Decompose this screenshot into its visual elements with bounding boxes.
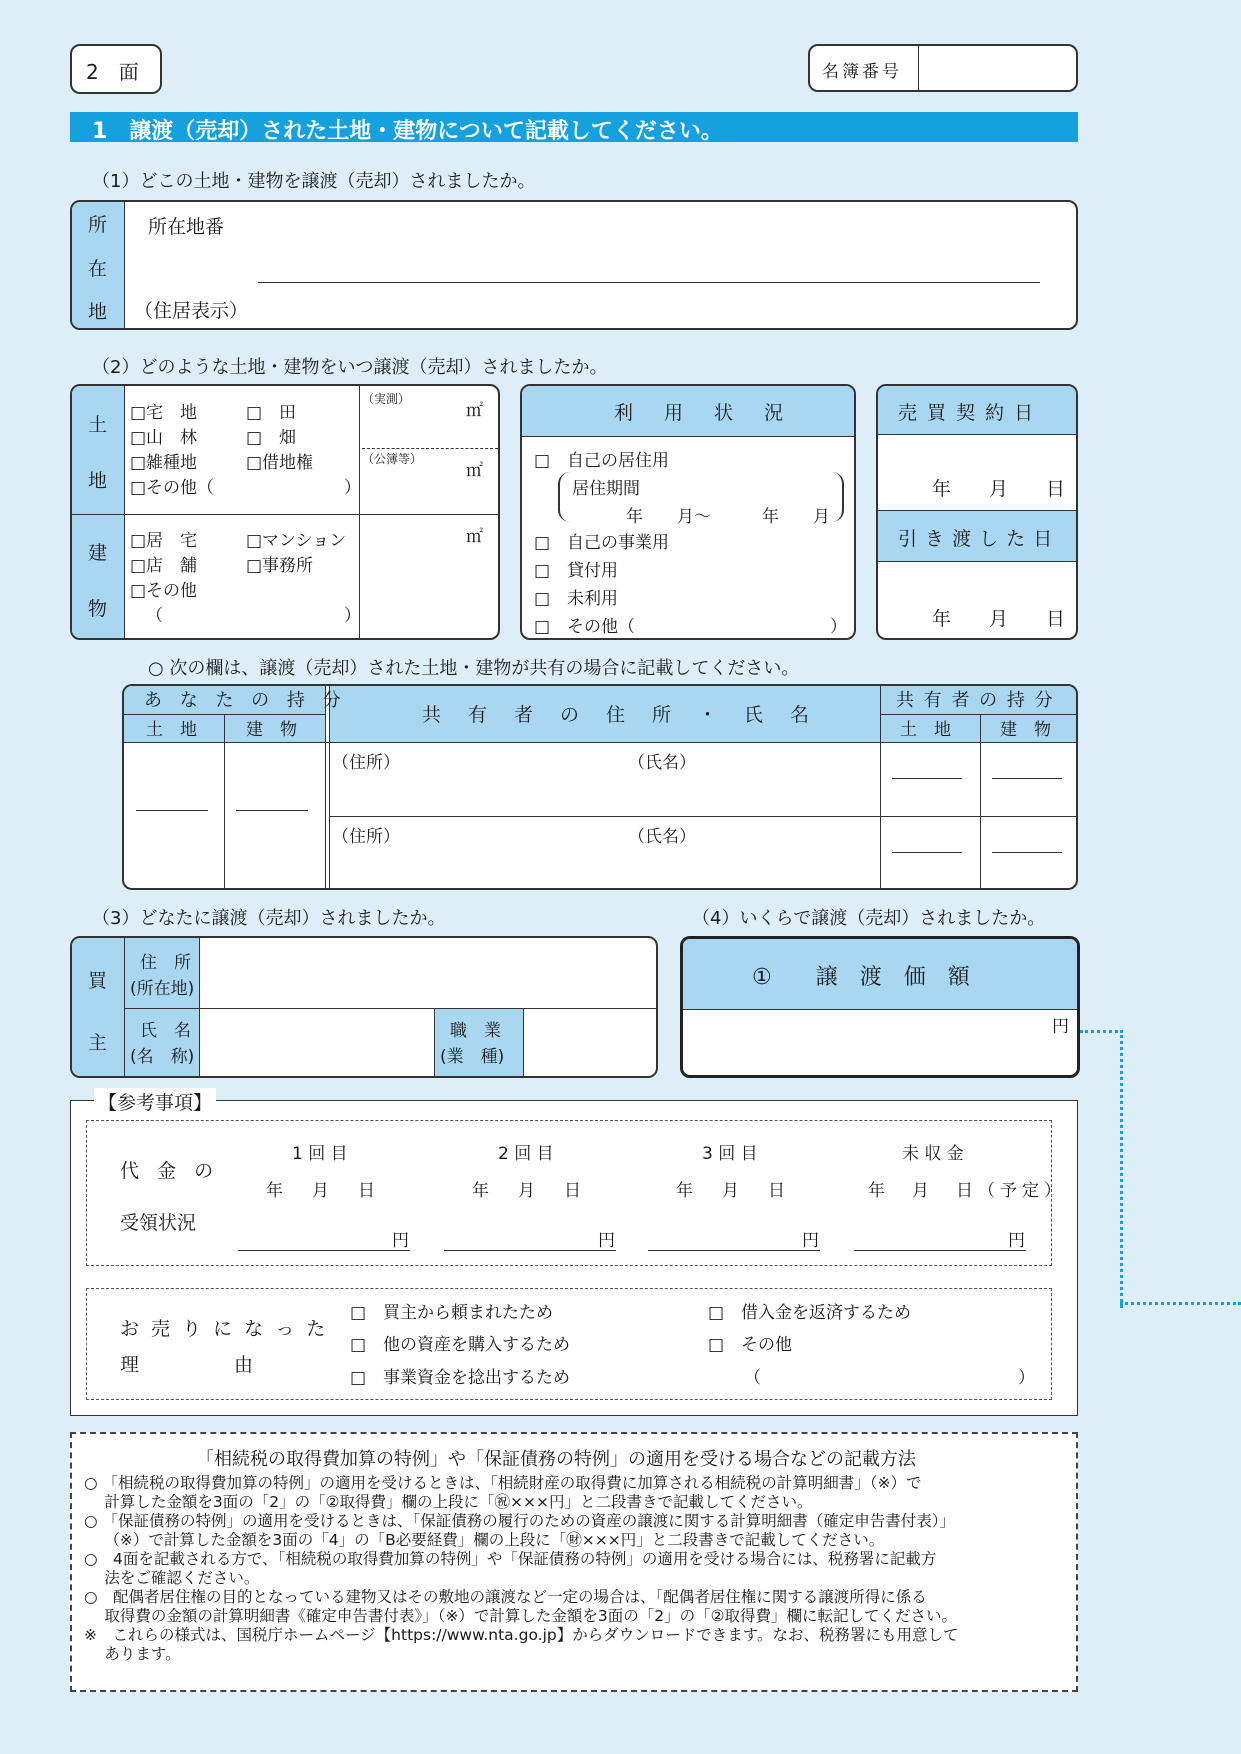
usage-own-business[interactable]: □ 自己の事業用: [534, 533, 670, 553]
reason-other-open: （: [744, 1368, 761, 1388]
price-input[interactable]: [686, 1012, 1066, 1072]
page-label: 2 面: [86, 60, 139, 84]
reason-repay-loan[interactable]: □ 借入金を返済するため: [708, 1303, 912, 1323]
coowner-share-title: 共 有 者 の 持 分: [896, 690, 1055, 711]
buyer-name-label-2: (名 称): [130, 1047, 195, 1067]
pay-yen-2: 円: [598, 1231, 615, 1251]
land-opt-other-close: ）: [344, 478, 361, 498]
q1-question: （1）どこの土地・建物を譲渡（売却）されましたか。: [92, 171, 536, 192]
note-line-2: 計算した金額を3面の「2」の「②取得費」欄の上段に「㊗×××円」と二段書きで記載してください。: [84, 1493, 813, 1511]
note-line-9: ※ これらの様式は、国税庁ホームページ【https://www.nta.go.jp】からダウンロードできます。なお、税務署にも用意して: [84, 1626, 959, 1644]
bld-opt-other-open: （: [146, 606, 163, 626]
pay-date-1[interactable]: 年 月 日: [266, 1181, 381, 1201]
bld-opt-other[interactable]: □その他: [130, 581, 198, 601]
bld-opt-mansion[interactable]: □マンション: [246, 531, 347, 551]
q2-question: （2）どのような土地・建物をいつ譲渡（売却）されましたか。: [92, 357, 608, 378]
land-opt-leasehold[interactable]: □借地権: [246, 453, 314, 473]
price-title: ① 譲 渡 価 額: [752, 965, 970, 990]
reference-title: 【参考事項】: [94, 1088, 216, 1115]
q4-question: （4）いくらで譲渡（売却）されましたか。: [692, 908, 1046, 929]
koubo-label: （公簿等）: [362, 452, 423, 466]
reason-buy-other[interactable]: □ 他の資産を購入するため: [350, 1335, 571, 1355]
location-side-1: 所: [88, 214, 108, 236]
note-line-1: ○ 「相続税の取得費加算の特例」の適用を受けるときは、「相続財産の取得費に加算される相続税の計算明細書」（※）で: [84, 1474, 922, 1492]
coowner1-address-label: （住所）: [332, 753, 400, 773]
pay-amount-4[interactable]: [854, 1228, 1026, 1251]
usage-leased[interactable]: □ 貸付用: [534, 561, 619, 581]
note-line-8: 取得費の金額の計算明細書《確定申告書付表》」（※）で計算した金額を3面の「2」の「②取得費」欄に転記してください。: [84, 1607, 958, 1625]
land-opt-other[interactable]: □その他（: [130, 478, 215, 498]
handover-date-title: 引 き 渡 し た 日: [898, 528, 1054, 550]
land-opt-rice-field[interactable]: □ 田: [246, 403, 297, 423]
coowner2-name-label: （氏名）: [628, 827, 696, 847]
contract-date-value[interactable]: 年 月 日: [932, 478, 1066, 500]
buyer-job-label-2: (業 種): [440, 1047, 505, 1067]
coowner-share-land: 土 地: [900, 720, 951, 740]
residence-period-dates: 年 月～ 年 月: [626, 507, 830, 527]
contract-date-title: 売 買 契 約 日: [898, 402, 1036, 424]
pay-date-3[interactable]: 年 月 日: [676, 1181, 791, 1201]
bld-opt-office[interactable]: □事務所: [246, 556, 314, 576]
pay-date-2[interactable]: 年 月 日: [472, 1181, 587, 1201]
section-title: 1 譲渡（売却）された土地・建物について記載してください。: [92, 119, 723, 144]
pay-col-3: 3 回 目: [702, 1144, 758, 1164]
price-yen: 円: [1052, 1017, 1069, 1037]
payment-label-1: 代 金 の: [120, 1160, 220, 1182]
q3-question: （3）どなたに譲渡（売却）されましたか。: [92, 908, 446, 929]
usage-own-residence[interactable]: □ 自己の居住用: [534, 451, 670, 471]
pay-yen-4: 円: [1008, 1231, 1025, 1251]
coowner2-address-label: （住所）: [332, 827, 400, 847]
land-opt-misc[interactable]: □雑種地: [130, 453, 198, 473]
location-side-2: 在: [88, 258, 108, 280]
notes-title: 「相続税の取得費加算の特例」や「保証債務の特例」の適用を受ける場合などの記載方法: [196, 1449, 916, 1470]
buyer-name-label-1: 氏 名: [140, 1021, 191, 1041]
reason-label-1: お 売 り に な っ た: [120, 1318, 329, 1340]
your-share-land-input[interactable]: [136, 790, 208, 811]
coowner2-share-building[interactable]: [992, 834, 1062, 853]
note-line-4: （※）で計算した金額を3面の「4」の「B必要経費」欄の上段に「㊖×××円」と二段書きで記載してください。: [84, 1531, 885, 1549]
coowner1-share-land[interactable]: [892, 760, 962, 779]
jissoku-unit: ㎡: [466, 401, 483, 421]
usage-other-close: ）: [830, 617, 847, 637]
share-note: ○ 次の欄は、譲渡（売却）された土地・建物が共有の場合に記載してください。: [148, 658, 800, 679]
building-side-1: 建: [88, 542, 108, 564]
your-share-title: あ な た の 持 分: [144, 690, 347, 711]
jissoku-label: （実測）: [362, 392, 411, 406]
register-number-field[interactable]: [920, 46, 1076, 90]
building-side-2: 物: [88, 598, 108, 620]
location-side-3: 地: [88, 301, 108, 323]
note-line-5: ○ 4面を記載される方で、「相続税の取得費加算の特例」や「保証債務の特例」の適用を受ける場合には、税務署に記載方: [84, 1550, 937, 1568]
price-link-line: [1080, 1030, 1123, 1308]
land-opt-forest[interactable]: □山 林: [130, 428, 198, 448]
buyer-job-input[interactable]: [522, 1010, 654, 1074]
buyer-side-1: 買: [88, 970, 108, 992]
coowner2-share-land[interactable]: [892, 834, 962, 853]
reason-other-close: ）: [1018, 1368, 1035, 1388]
pay-date-4[interactable]: 年 月 日（予定）: [868, 1181, 1066, 1201]
buyer-name-input[interactable]: [200, 1010, 430, 1074]
note-line-3: ○ 「保証債務の特例」の適用を受けるときは、「保証債務の履行のための資産の譲渡に関する計算明細書（確定申告書付表）」: [84, 1512, 955, 1530]
jukyo-label: （住居表示）: [134, 300, 249, 322]
reason-business-funds[interactable]: □ 事業資金を捻出するため: [350, 1368, 571, 1388]
reason-other[interactable]: □ その他: [708, 1335, 793, 1355]
price-link-line-2: [1120, 1302, 1241, 1305]
pay-col-1: 1 回 目: [292, 1144, 348, 1164]
your-share-building-input[interactable]: [236, 790, 308, 811]
buyer-job-label-1: 職 業: [450, 1021, 501, 1041]
building-unit: ㎡: [466, 527, 483, 547]
reason-buyer-request[interactable]: □ 買主から頼まれたため: [350, 1303, 554, 1323]
handover-date-value[interactable]: 年 月 日: [932, 608, 1066, 630]
pay-col-2: 2 回 目: [498, 1144, 554, 1164]
your-share-building: 建 物: [246, 720, 297, 740]
pay-yen-3: 円: [802, 1231, 819, 1251]
bld-opt-other-close: ）: [344, 606, 361, 626]
coowner1-share-building[interactable]: [992, 760, 1062, 779]
bld-opt-store[interactable]: □店 舗: [130, 556, 198, 576]
register-number-label: 名簿番号: [822, 62, 902, 82]
note-line-7: ○ 配偶者居住権の目的となっている建物又はその敷地の譲渡など一定の場合は、「配偶者居住権に関する譲渡所得に係る: [84, 1588, 927, 1606]
land-side-2: 地: [88, 470, 108, 492]
buyer-address-label-2: (所在地): [130, 979, 195, 999]
pay-yen-1: 円: [392, 1231, 409, 1251]
pay-col-4: 未 収 金: [902, 1144, 964, 1164]
buyer-side-2: 主: [88, 1032, 108, 1054]
note-line-10: あります。: [84, 1645, 181, 1663]
usage-other[interactable]: □ その他（: [534, 617, 636, 637]
chiban-input[interactable]: [258, 236, 1040, 283]
payment-label-2: 受領状況: [120, 1212, 197, 1234]
buyer-address-label-1: 住 所: [140, 953, 191, 973]
coowner-share-building: 建 物: [1000, 720, 1051, 740]
land-opt-residential[interactable]: □宅 地: [130, 403, 198, 423]
pay-amount-2[interactable]: [444, 1228, 616, 1251]
reason-label-2: 理 由: [120, 1354, 254, 1376]
buyer-address-input[interactable]: [200, 940, 654, 1004]
coowner1-name-label: （氏名）: [628, 753, 696, 773]
residence-period-label: 居住期間: [572, 479, 640, 499]
usage-unused[interactable]: □ 未利用: [534, 589, 619, 609]
land-opt-field[interactable]: □ 畑: [246, 428, 297, 448]
koubo-unit: ㎡: [466, 461, 483, 481]
your-share-land: 土 地: [146, 720, 197, 740]
pay-amount-3[interactable]: [648, 1228, 820, 1251]
bld-opt-house[interactable]: □居 宅: [130, 531, 198, 551]
land-side-1: 土: [88, 414, 108, 436]
note-line-6: 法をご確認ください。: [84, 1569, 260, 1587]
pay-amount-1[interactable]: [238, 1228, 410, 1251]
chiban-label: 所在地番: [148, 216, 225, 238]
usage-title: 利 用 状 況: [614, 402, 790, 424]
coowner-title: 共 有 者 の 住 所 ・ 氏 名: [422, 704, 814, 726]
